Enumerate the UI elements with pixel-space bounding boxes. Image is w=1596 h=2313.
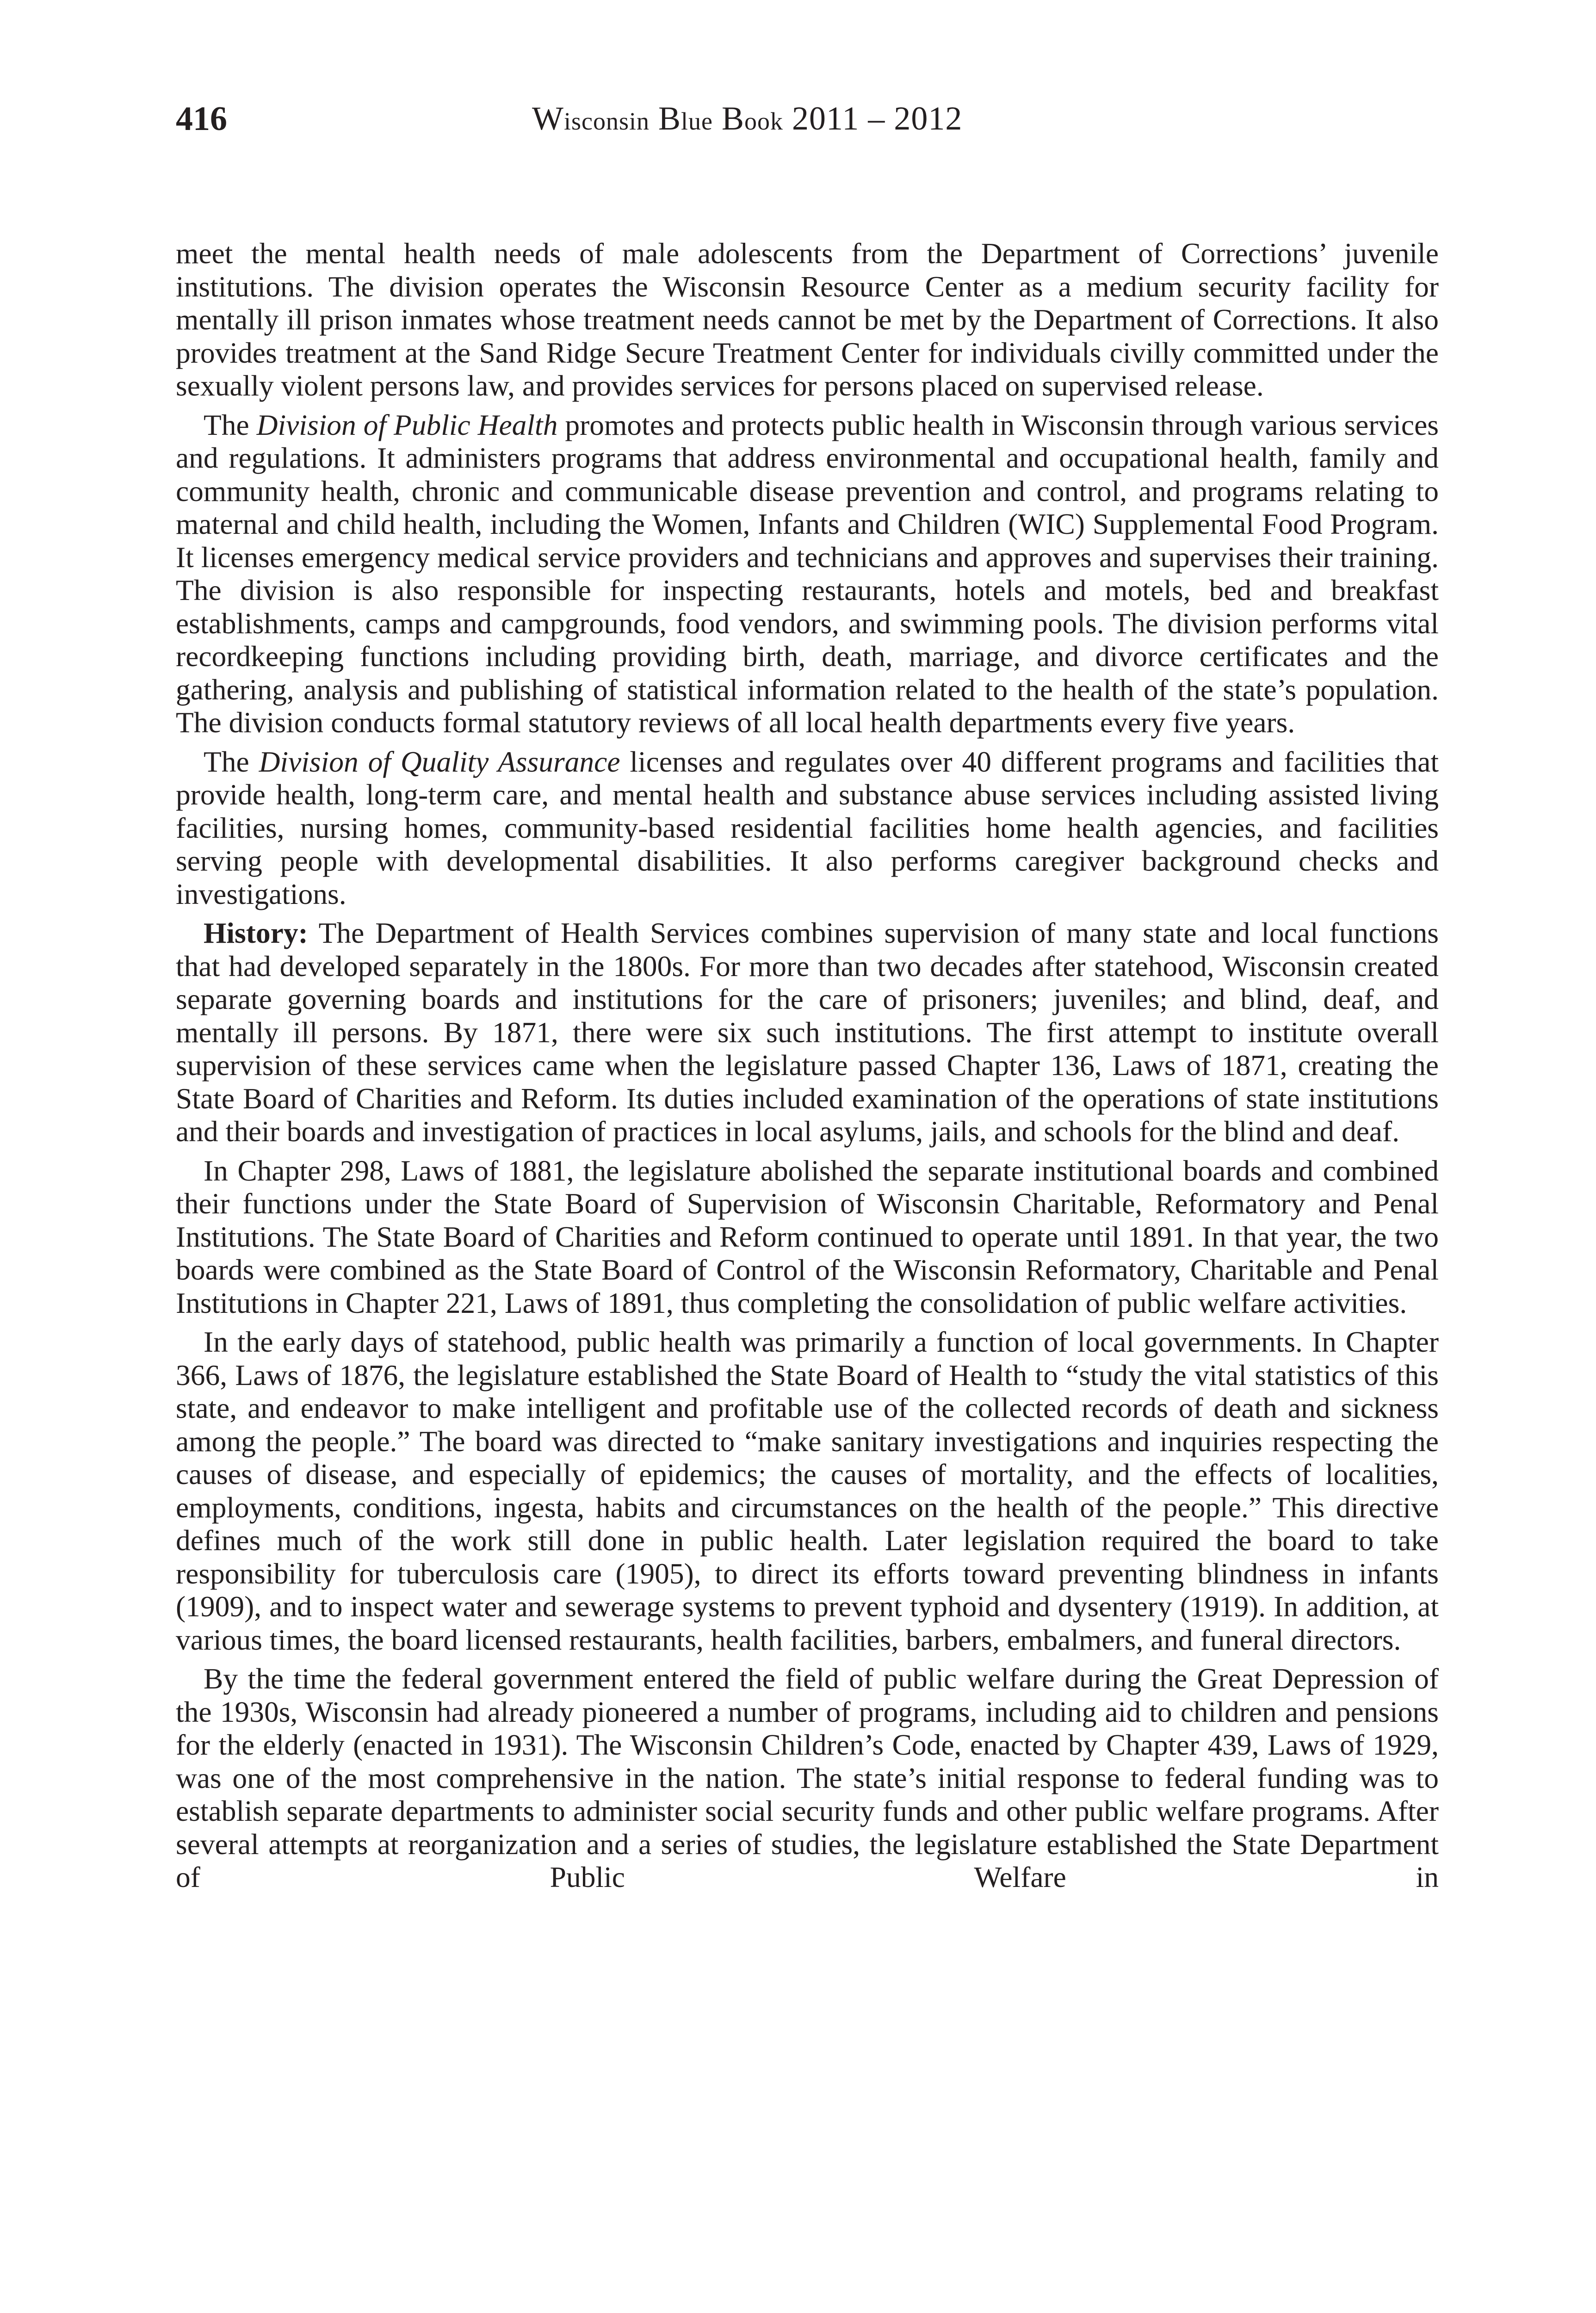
paragraph-history xyxy=(176,916,1439,1148)
body-text xyxy=(176,237,1439,1900)
paragraph-division-public-health xyxy=(176,408,1439,739)
text-run: The xyxy=(204,408,257,441)
division-name-quality-assurance: Division of Quality Assurance xyxy=(259,745,620,778)
paragraph-public-health-history: In the early days of statehood, public health was primarily a function of local governments. In Chapter 366, Laws of 1876, the legislature established the State Board of Health to “study the vital statistics of this state, and endeavor to make intelligent and profitable use of the collected records of death and sickness among the people.” The board was directed to “make sanitary investigations and inquiries respecting the causes of disease, and especially of epidemics; the causes of mortality, and the effects of localities, employments, conditions, ingesta, habits and circumstances on the health of the people.” This directive defines much of the work still done in public health. Later legislation required the board to take responsibility for tuberculosis care (1905), to direct its efforts toward preventing blindness in infants (1909), and to inspect water and sewerage systems to prevent typhoid and dysentery (1919). In addition, at various times, the board licensed restaurants, health facilities, barbers, embalmers, and funeral directors. xyxy=(176,1325,1439,1656)
title-smallcaps-blue: lue xyxy=(681,107,713,135)
page-number: 416 xyxy=(176,100,227,138)
text-run: The xyxy=(204,745,259,778)
text-run: promotes and protects public health in Wisconsin through various services and regulations. It administers programs that address environmental and occupational health, family and community health, chronic and communicable disease prevention and control, and programs relating to maternal and child health, including the Women, Infants and Children (WIC) Supplemental Food Program. It licenses emergency medical service providers and technicians and approves and supervises their training. The division is also responsible for inspecting restaurants, hotels and motels, bed and breakfast establishments, camps and campgrounds, food vendors, and swimming pools. The division performs vital recordkeeping functions including providing birth, death, marriage, and divorce certificates and the gathering, analysis and publishing of statistical information related to the health of the state’s population. The division conducts formal statutory reviews of all local health departments every five years. xyxy=(176,408,1439,739)
title-years: 2011 – 2012 xyxy=(792,100,963,137)
title-smallcaps-book: ook xyxy=(744,107,784,135)
title-initial-blue: B xyxy=(658,100,681,137)
running-title xyxy=(532,99,962,138)
paragraph-mental-health-continued: meet the mental health needs of male adolescents from the Department of Corrections’ juvenile institutions. The division operates the Wisconsin Resource Center as a medium security facility for mentally ill prison inmates whose treatment needs cannot be met by the Department of Corrections. It also provides treatment at the Sand Ridge Secure Treatment Center for individuals civilly committed under the sexually violent persons law, and provides services for persons placed on supervised release. xyxy=(176,237,1439,402)
paragraph-chapter-298: In Chapter 298, Laws of 1881, the legislature abolished the separate institutional boards and combined their functions under the State Board of Supervision of Wisconsin Charitable, Reformatory and Penal Institutions. The State Board of Charities and Reform continued to operate until 1891. In that year, the two boards were combined as the State Board of Control of the Wisconsin Reformatory, Charitable and Penal Institutions in Chapter 221, Laws of 1891, thus completing the consolidation of public welfare activities. xyxy=(176,1154,1439,1319)
history-label: History: xyxy=(204,916,308,949)
text-run: licenses and regulates over 40 different programs and facilities that provide health, long-term care, and mental health and substance abuse services including assisted living facilities, nursing homes, community-based residential facilities home health agencies, and facilities serving people with developmental disabilities. It also performs caregiver background checks and investigations. xyxy=(176,745,1439,910)
title-initial-book: B xyxy=(722,100,745,137)
running-header xyxy=(176,99,1439,143)
paragraph-division-quality-assurance xyxy=(176,745,1439,911)
paragraph-great-depression: By the time the federal government entered the field of public welfare during the Great Depression of the 1930s, Wisconsin had already pioneered a number of programs, including aid to children and pensions for the elderly (enacted in 1931). The Wisconsin Children’s Code, enacted by Chapter 439, Laws of 1929, was one of the most comprehensive in the nation. The state’s initial response to federal funding was to establish separate departments to administer social security funds and other public welfare programs. After several attempts at reorganization and a series of studies, the legislature established the State Department of Public Welfare in xyxy=(176,1662,1439,1893)
title-smallcaps-wisconsin: isconsin xyxy=(563,107,650,135)
division-name-public-health: Division of Public Health xyxy=(256,408,558,441)
text-run: The Department of Health Services combines supervision of many state and local functions that had developed separately in the 1800s. For more than two decades after statehood, Wisconsin created separate governing boards and institutions for the care of prisoners; juveniles; and blind, deaf, and mentally ill persons. By 1871, there were six such institutions. The first attempt to institute overall supervision of these services came when the legislature passed Chapter 136, Laws of 1871, creating the State Board of Charities and Reform. Its duties included examination of the operations of state institutions and their boards and investigation of practices in local asylums, jails, and schools for the blind and deaf. xyxy=(176,916,1439,1148)
title-initial-wisconsin: W xyxy=(532,100,564,137)
